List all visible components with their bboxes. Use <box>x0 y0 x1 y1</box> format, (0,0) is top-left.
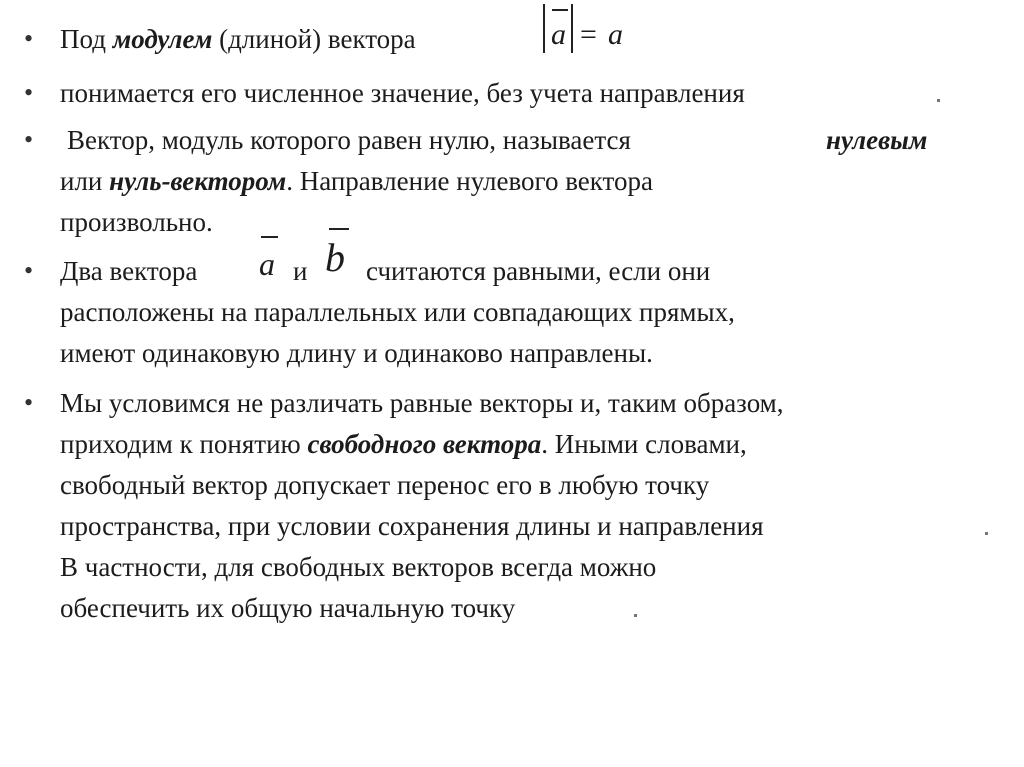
period-dot <box>937 99 940 102</box>
item5-line2 <box>60 431 747 458</box>
vector-a-overbar <box>261 236 278 238</box>
item3-line3: произвольно. <box>60 207 213 237</box>
bullet-2: • <box>24 78 34 107</box>
formula-lhs: a <box>551 18 566 51</box>
bullet-1: • <box>24 24 34 53</box>
item5-line5: В частности, для свободных векторов всегда можно <box>60 552 657 582</box>
item4-line3: имеют одинаковую длину и одинаково направлены. <box>60 338 653 368</box>
abs-bar-right <box>571 4 573 53</box>
item5-line3: свободный вектор допускает перенос его в любую точку <box>60 470 710 500</box>
vector-b-overbar <box>329 228 349 230</box>
item5-line1: Мы условимся не различать равные векторы и, таким образом, <box>60 388 784 418</box>
item3-line2 <box>60 168 653 195</box>
item5-line6: обеспечить их общую начальную точку <box>60 593 516 623</box>
item4-line2: расположены на параллельных или совпадающих прямых, <box>60 297 735 327</box>
vector-b: b <box>325 235 345 280</box>
term-zero-vector: нуль-вектором <box>109 166 287 196</box>
bullet-4: • <box>24 256 34 285</box>
bullet-5: • <box>24 388 34 417</box>
vector-a: a <box>259 246 275 282</box>
item3-line1: Вектор, модуль которого равен нулю, называется <box>67 125 631 155</box>
term-modulus: модулем <box>112 24 213 54</box>
vector-overbar <box>552 9 568 11</box>
item5-text-2: . Иными словами, <box>541 429 747 459</box>
item3-text: или <box>60 166 110 196</box>
item3-text-2: . Направление нулевого вектора <box>286 166 653 196</box>
term-free-vector: свободного вектора <box>307 429 542 459</box>
item4-and: и <box>293 256 308 286</box>
formula-rhs: a <box>608 18 623 51</box>
term-null-vector: нулевым <box>826 125 928 155</box>
item2-line1: понимается его численное значение, без учета направления <box>60 78 745 108</box>
item5-text: приходим к понятию <box>60 429 308 459</box>
item4-line1-start: Два вектора <box>60 256 198 286</box>
item5-line4: пространства, при условии сохранения длины и направления <box>60 511 764 541</box>
bullet-3: • <box>24 125 34 154</box>
abs-bar-left <box>543 4 545 53</box>
period-dot <box>985 532 988 535</box>
item1-text-2: (длиной) вектора <box>212 24 416 54</box>
item4-line1-end: считаются равными, если они <box>366 256 711 286</box>
item1-line1 <box>60 26 416 53</box>
item1-text: Под <box>60 24 113 54</box>
period-dot <box>634 614 637 617</box>
formula-eq: = <box>580 18 597 51</box>
